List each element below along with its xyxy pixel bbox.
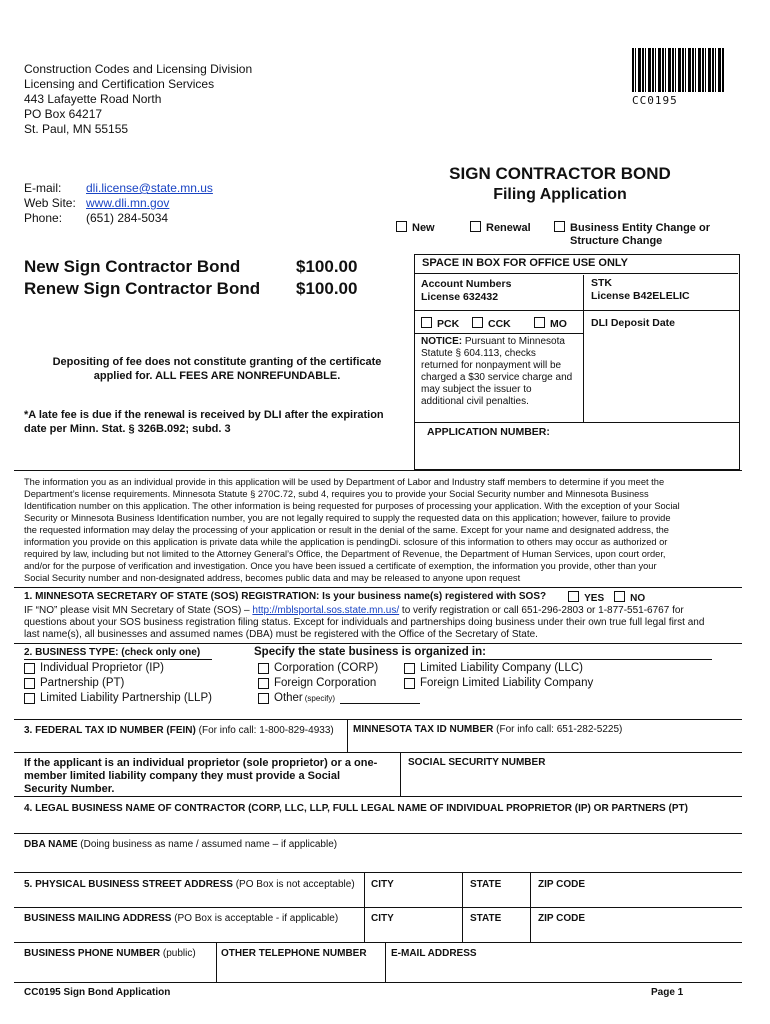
ssn-label: SOCIAL SECURITY NUMBER	[408, 757, 546, 768]
mailing-address-label: BUSINESS MAILING ADDRESS	[24, 913, 172, 924]
state-organized-line	[470, 659, 712, 660]
renewal-option[interactable]	[470, 221, 531, 234]
mo-label: MO	[550, 318, 567, 330]
email-address-label: E-MAIL ADDRESS	[391, 948, 477, 959]
other-phone-field[interactable]	[221, 948, 367, 959]
sos-section	[24, 591, 740, 641]
sos-no-checkbox[interactable]	[614, 591, 625, 602]
state-label: STATE	[470, 913, 502, 924]
renewal-label: Renewal	[486, 222, 531, 234]
dba-note: (Doing business as name / assumed name – if applicable)	[77, 839, 338, 850]
notice-line: returned for nonpayment will be	[421, 360, 562, 371]
privacy-line: Identification number on this application. The other information is being requested for purposes of processing your application. With the exception of your Social	[24, 501, 680, 511]
dba-label: DBA NAME	[24, 839, 78, 850]
divider	[583, 275, 584, 423]
llp-checkbox[interactable]	[24, 693, 35, 704]
renew-bond-amount: $100.00	[296, 279, 358, 298]
foreign-llc-label: Foreign Limited Liability Company	[420, 677, 594, 689]
stk-numbers	[591, 277, 690, 303]
privacy-line: and/or for the purpose of verification and investigation. Once you have been issued a certificate of exemption, the information you provide, other than your	[24, 561, 657, 571]
ip-checkbox[interactable]	[24, 663, 35, 674]
other-label: Other	[274, 692, 303, 704]
address-line: 443 Lafayette Road North	[24, 92, 162, 106]
form-title: SIGN CONTRACTOR BOND	[449, 164, 671, 183]
new-checkbox[interactable]	[396, 221, 407, 232]
physical-city-field[interactable]	[371, 879, 394, 890]
contact-info	[24, 181, 213, 226]
website-label: Web Site:	[24, 196, 76, 210]
account-label: Account Numbers	[421, 278, 512, 290]
divider	[400, 752, 401, 796]
privacy-notice	[24, 476, 740, 584]
llp-label: Limited Liability Partnership (LLP)	[40, 692, 212, 704]
divider	[414, 310, 740, 311]
late-fee-line: date per Minn. Stat. § 326B.092; subd. 3	[24, 423, 231, 435]
mailing-address-field[interactable]	[24, 913, 338, 924]
llc-label: Limited Liability Company (LLC)	[420, 662, 583, 674]
fee-notice-line: applied for. ALL FEES ARE NONREFUNDABLE.	[93, 370, 341, 382]
form-footer-name: CC0195 Sign Bond Application	[24, 987, 171, 998]
privacy-line: Social Security number and non-designated address, becomes public data and may be released to anyone upon request	[24, 573, 521, 583]
sos-instruction-line: questions about your SOS business registration filing status. Except for individuals and partnerships doing business under their own true full legal first and	[24, 617, 705, 628]
address-line: Construction Codes and Licensing Division	[24, 62, 253, 76]
other-checkbox[interactable]	[258, 693, 269, 704]
sos-question: 1. MINNESOTA SECRETARY OF STATE (SOS) REGISTRATION: Is your business name(s) registered with SOS?	[24, 591, 547, 602]
legal-name-label: 4. LEGAL BUSINESS NAME OF CONTRACTOR (CORP, LLC, LLP, FULL LEGAL NAME OF INDIVIDUAL PROPRIETOR (IP) OR PARTNERS (PT)	[24, 803, 688, 814]
ssn-note	[24, 757, 377, 796]
sos-no-option[interactable]	[614, 591, 645, 605]
application-number-label: APPLICATION NUMBER:	[427, 426, 550, 438]
other-specify-label: (specify)	[304, 694, 335, 703]
renewal-checkbox[interactable]	[470, 221, 481, 232]
new-bond-label: New Sign Contractor Bond	[24, 257, 241, 276]
legal-name-field[interactable]	[24, 803, 688, 814]
physical-zip-field[interactable]	[538, 879, 585, 890]
account-license: License 632432	[421, 291, 499, 303]
new-label: New	[412, 222, 435, 234]
mn-tax-label: MINNESOTA TAX ID NUMBER	[353, 724, 494, 735]
divider	[414, 333, 583, 334]
divider	[347, 719, 348, 752]
divider	[14, 796, 742, 797]
zip-label: ZIP CODE	[538, 913, 586, 924]
foreign-corp-label: Foreign Corporation	[274, 677, 377, 689]
phone-label: Phone:	[24, 211, 63, 225]
email-link[interactable]: dli.license@state.mn.us	[86, 181, 213, 195]
mn-tax-field[interactable]	[353, 724, 622, 735]
other-phone-label: OTHER TELEPHONE NUMBER	[221, 948, 367, 959]
physical-address-label: 5. PHYSICAL BUSINESS STREET ADDRESS	[24, 879, 233, 890]
account-numbers	[421, 278, 511, 304]
check-notice	[421, 336, 581, 408]
ssn-note-line: member limited liability company they must provide a Social	[24, 770, 341, 782]
cck-checkbox[interactable]	[472, 317, 483, 328]
divider	[14, 752, 742, 753]
privacy-line: Security or Minnesota Business Identification number, you are not legally required to supply the requested data on this application; however, failure to provide	[24, 513, 671, 523]
entity-change-checkbox[interactable]	[554, 221, 565, 232]
fein-field[interactable]	[24, 725, 334, 736]
late-fee-notice	[24, 408, 410, 436]
foreign-corp-option[interactable]	[258, 676, 376, 691]
phone-number: (651) 284-5034	[86, 211, 169, 225]
cck-option[interactable]	[472, 317, 511, 330]
barcode-code: CC0195	[632, 94, 678, 107]
business-phone-note: (public)	[160, 948, 196, 959]
ssn-note-line: If the applicant is an individual proprietor (sole proprietor) or a one-	[24, 757, 378, 769]
pt-label: Partnership (PT)	[40, 677, 125, 689]
email-label: E-mail:	[24, 181, 62, 195]
dba-field[interactable]	[24, 839, 337, 850]
fein-label: 3. FEDERAL TAX ID NUMBER (FEIN)	[24, 725, 196, 736]
mn-tax-note: (For info call: 651-282-5225)	[493, 724, 623, 735]
divider	[14, 587, 742, 588]
corp-option[interactable]	[258, 661, 378, 676]
zip-label: ZIP CODE	[538, 879, 586, 890]
notice-line: Pursuant to Minnesota	[462, 336, 565, 347]
divider	[14, 872, 742, 873]
page-number: Page 1	[651, 987, 684, 998]
llc-option[interactable]	[404, 661, 583, 676]
entity-change-option[interactable]	[554, 221, 710, 234]
notice-line: charged a $30 service charge and	[421, 372, 573, 383]
pck-option[interactable]	[421, 317, 459, 330]
pt-option[interactable]	[24, 676, 124, 691]
ip-option[interactable]	[24, 661, 164, 676]
sos-instruction: IF “NO” please visit MN Secretary of State (SOS) –	[24, 605, 253, 616]
barcode-icon	[632, 48, 724, 92]
sos-no-label: NO	[630, 593, 646, 604]
sos-yes-label: YES	[584, 593, 605, 604]
foreign-corp-checkbox[interactable]	[258, 678, 269, 689]
llc-checkbox[interactable]	[404, 663, 415, 674]
fee-notice	[24, 355, 410, 383]
divider	[14, 833, 742, 834]
notice-line: may subject the issuer to	[421, 384, 532, 395]
other-option[interactable]	[258, 691, 335, 706]
business-phone-label: BUSINESS PHONE NUMBER	[24, 948, 161, 959]
fee-notice-line: Depositing of fee does not constitute granting of the certificate	[52, 356, 382, 368]
mailing-state-field[interactable]	[470, 913, 501, 924]
fein-note: (For info call: 1-800-829-4933)	[195, 725, 334, 736]
ssn-field[interactable]	[408, 757, 545, 768]
mo-checkbox[interactable]	[534, 317, 545, 328]
corp-checkbox[interactable]	[258, 663, 269, 674]
mo-option[interactable]	[534, 317, 567, 330]
mailing-zip-field[interactable]	[538, 913, 585, 924]
pt-checkbox[interactable]	[24, 678, 35, 689]
physical-address-field[interactable]	[24, 879, 355, 890]
cck-label: CCK	[488, 318, 511, 330]
entity-change-label-2: Structure Change	[570, 235, 663, 247]
sos-portal-link[interactable]: http://mblsportal.sos.state.mn.us/	[252, 605, 400, 616]
sos-yes-option[interactable]	[568, 591, 604, 605]
entity-change-label: Business Entity Change or	[570, 222, 710, 234]
physical-address-note: (PO Box is not acceptable)	[232, 879, 355, 890]
divider	[14, 907, 742, 908]
form-subtitle: Filing Application	[493, 186, 627, 203]
mailing-address-note: (PO Box is acceptable - if applicable)	[171, 913, 339, 924]
email-address-field[interactable]	[391, 948, 477, 959]
divider	[414, 422, 740, 423]
website-link[interactable]: www.dli.mn.gov	[86, 196, 170, 210]
pck-checkbox[interactable]	[421, 317, 432, 328]
privacy-line: The information you as an individual provide in this application will be used by Department of Labor and Industry staff members to determine if you meet the	[24, 477, 665, 487]
state-label: STATE	[470, 879, 502, 890]
privacy-line: Department’s license requirements. Minnesota Statute § 270C.72, subd 4, requires you to provide your Social Security number and Minnesota Business	[24, 489, 649, 499]
privacy-line: required by law, including but not limited to the Attorney General’s Office, the Department of Revenue, the Department of Human Services, upon court order,	[24, 549, 666, 559]
division-address	[24, 62, 252, 137]
pck-label: PCK	[437, 318, 460, 330]
renew-bond-label: Renew Sign Contractor Bond	[24, 279, 261, 298]
divider	[14, 470, 742, 471]
divider	[216, 942, 217, 982]
other-specify-field[interactable]	[340, 703, 420, 704]
business-type-header: 2. BUSINESS TYPE: (check only one)	[24, 647, 201, 658]
ip-label: Individual Proprietor (IP)	[40, 662, 164, 674]
divider	[14, 982, 742, 983]
notice-line: Statute § 604.113, checks	[421, 348, 536, 359]
divider	[14, 719, 742, 720]
foreign-llc-checkbox[interactable]	[404, 678, 415, 689]
llp-option[interactable]	[24, 691, 212, 706]
mailing-city-field[interactable]	[371, 913, 394, 924]
divider	[24, 659, 212, 660]
divider	[14, 942, 742, 943]
dli-deposit-date: DLI Deposit Date	[591, 317, 676, 329]
sos-yes-checkbox[interactable]	[568, 591, 579, 602]
stk-label: STK	[591, 277, 612, 289]
privacy-line: the requested information may delay the processing of your application or result in the denial of the same. Except for your name and designated address, the	[24, 525, 669, 535]
sos-instruction-cont: to verify registration or call 651-296-2803 or 1-877-551-6767 for	[399, 605, 684, 616]
foreign-llc-option[interactable]	[404, 676, 593, 691]
address-line: St. Paul, MN 55155	[24, 122, 129, 136]
sos-instruction-line: last name(s), all businesses and assumed names (DBA) must be registered with the Office of the Secretary of State.	[24, 629, 538, 640]
office-use-header: SPACE IN BOX FOR OFFICE USE ONLY	[414, 254, 738, 274]
business-phone-field[interactable]	[24, 948, 196, 959]
corp-label: Corporation (CORP)	[274, 662, 379, 674]
notice-label: NOTICE:	[421, 336, 463, 347]
privacy-line: information you provide on this application is private data while the application is pendingDi. sclosure of this information to others may occur as authorized or	[24, 537, 668, 547]
new-bond-amount: $100.00	[296, 257, 358, 276]
physical-state-field[interactable]	[470, 879, 501, 890]
address-line: PO Box 64217	[24, 107, 103, 121]
state-organized-label: Specify the state business is organized in:	[254, 646, 486, 658]
late-fee-line: *A late fee is due if the renewal is received by DLI after the expiration	[24, 409, 384, 421]
divider	[385, 942, 386, 982]
address-line: Licensing and Certification Services	[24, 77, 215, 91]
new-option[interactable]	[396, 221, 435, 234]
city-label: CITY	[371, 913, 394, 924]
divider	[14, 643, 742, 644]
city-label: CITY	[371, 879, 394, 890]
stk-license: License B42ELELIC	[591, 290, 690, 302]
ssn-note-line: Security Number.	[24, 783, 115, 795]
notice-line: additional civil penalties.	[421, 396, 529, 407]
